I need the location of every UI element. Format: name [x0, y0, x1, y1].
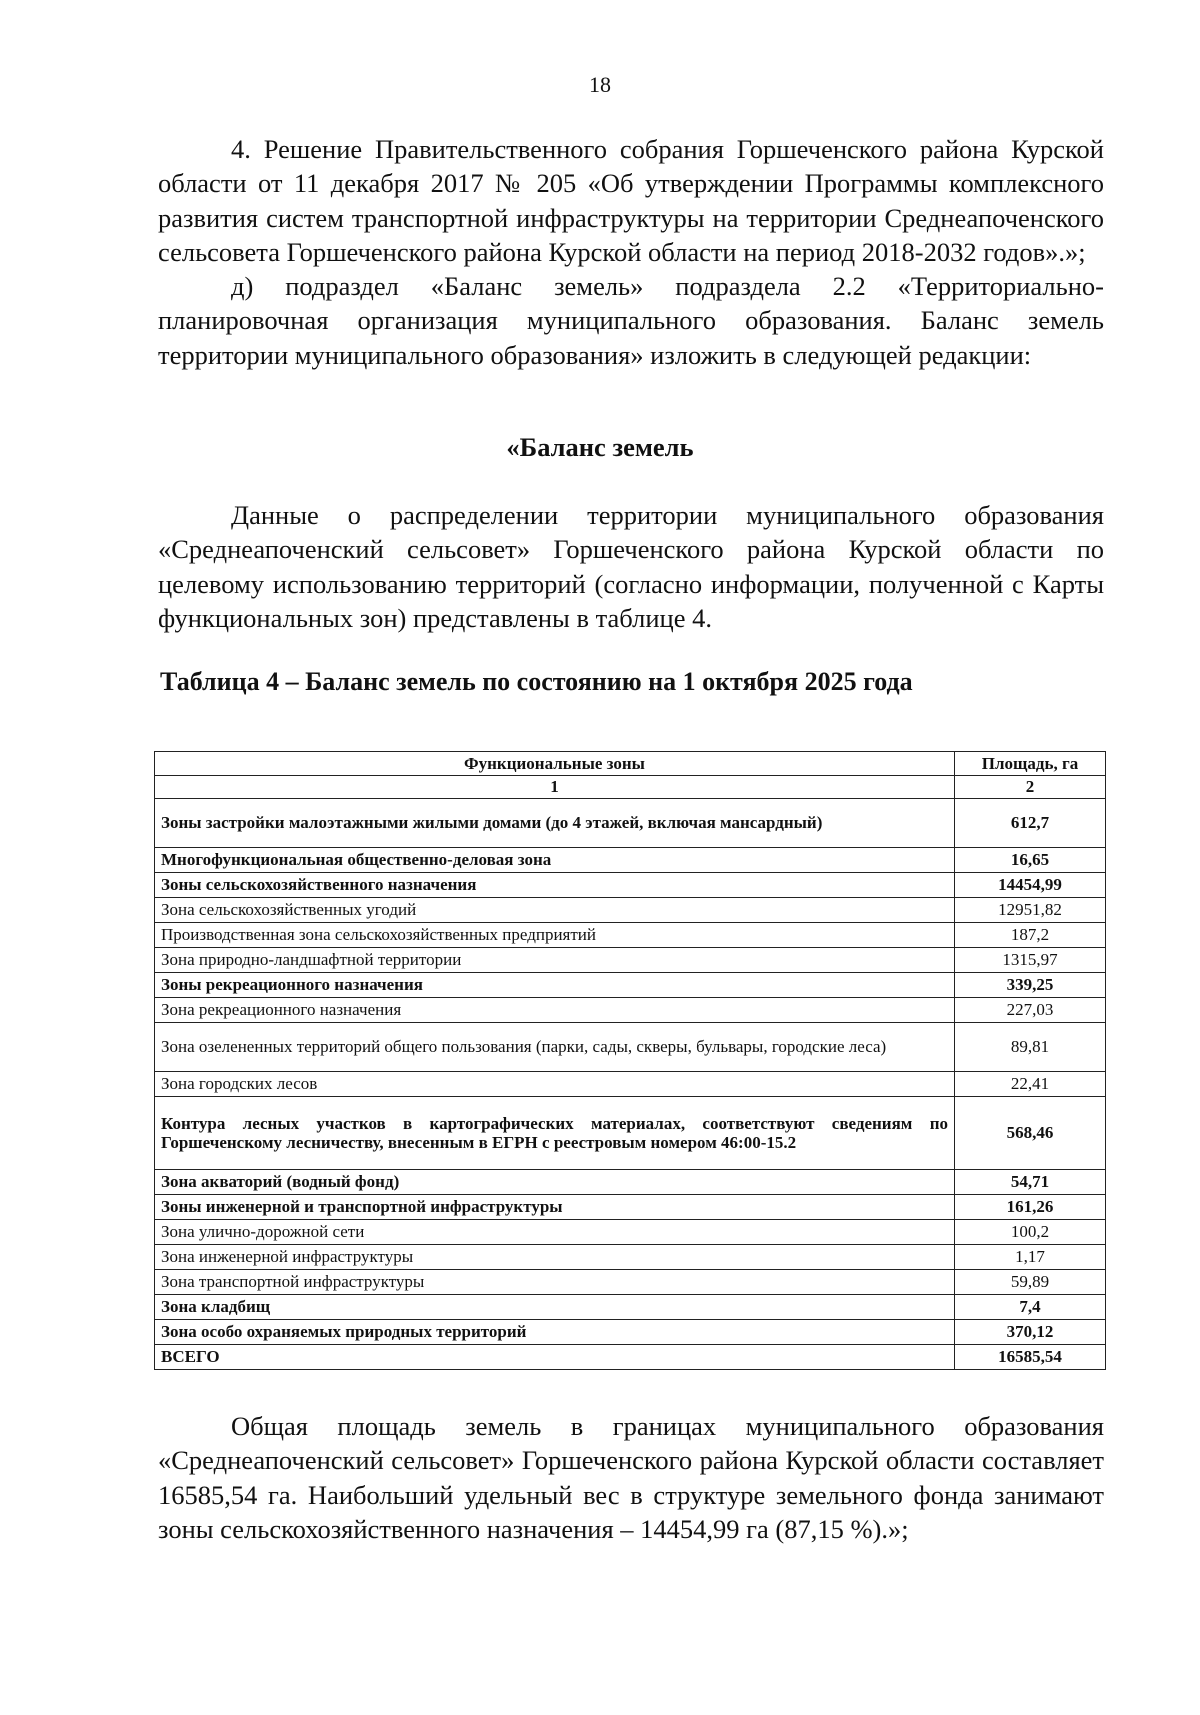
- area-cell: 1315,97: [955, 948, 1106, 973]
- total-label-cell: ВСЕГО: [155, 1345, 955, 1370]
- header-area: Площадь, га: [955, 752, 1106, 776]
- intro-paragraph: Данные о распределении территории муниципального образования «Среднеапоченский сельсовет» Горшеченского района Курской области по целевому использованию территорий (согласно информации, полученной с Карты функциональных зон) представлены в таблице 4.: [158, 500, 1104, 633]
- area-cell: 14454,99: [955, 873, 1106, 898]
- area-cell: 54,71: [955, 1170, 1106, 1195]
- area-cell: 612,7: [955, 799, 1106, 848]
- area-cell: 161,26: [955, 1195, 1106, 1220]
- table-row: [155, 1072, 1106, 1097]
- zone-cell: Зона особо охраняемых природных территорий: [155, 1320, 955, 1345]
- amendment-text: [158, 132, 1104, 372]
- column-number-row: [155, 776, 1106, 799]
- area-cell: 187,2: [955, 923, 1106, 948]
- area-cell: 12951,82: [955, 898, 1106, 923]
- area-cell: 568,46: [955, 1097, 1106, 1170]
- table-row: [155, 898, 1106, 923]
- area-cell: 370,12: [955, 1320, 1106, 1345]
- table-row: [155, 1270, 1106, 1295]
- area-cell: 59,89: [955, 1270, 1106, 1295]
- zone-cell: Зона сельскохозяйственных угодий: [155, 898, 955, 923]
- table-total-row: [155, 1345, 1106, 1370]
- table-row: [155, 1170, 1106, 1195]
- land-balance-table-wrapper: [154, 751, 1105, 1370]
- zone-cell: Зона транспортной инфраструктуры: [155, 1270, 955, 1295]
- table-row: [155, 998, 1106, 1023]
- area-cell: 339,25: [955, 973, 1106, 998]
- zone-cell: Зоны инженерной и транспортной инфраструктуры: [155, 1195, 955, 1220]
- zone-cell: Зоны застройки малоэтажными жилыми домами (до 4 этажей, включая мансардный): [155, 799, 955, 848]
- column-number: 1: [155, 776, 955, 799]
- table-row: [155, 799, 1106, 848]
- zone-cell: Зона кладбищ: [155, 1295, 955, 1320]
- table-row: [155, 973, 1106, 998]
- zone-cell: Многофункциональная общественно-деловая зона: [155, 848, 955, 873]
- zone-cell: Контура лесных участков в картографических материалах, соответствуют сведениям по Горшеченскому лесничеству, внесенным в ЕГРН с реестровым номером 46:00-15.2: [155, 1097, 955, 1170]
- table-row: [155, 1097, 1106, 1170]
- zone-cell: Зона рекреационного назначения: [155, 998, 955, 1023]
- area-cell: 22,41: [955, 1072, 1106, 1097]
- area-cell: 16,65: [955, 848, 1106, 873]
- table-row: [155, 848, 1106, 873]
- paragraph-item-d: д) подраздел «Баланс земель» подраздела 2.2 «Территориально-планировочная организация муниципального образования. Баланс земель территории муниципального образования» изложить в следующей редакции:: [158, 271, 1104, 370]
- table-row: [155, 1245, 1106, 1270]
- table-row: [155, 1195, 1106, 1220]
- table-row: [155, 1320, 1106, 1345]
- area-cell: 1,17: [955, 1245, 1106, 1270]
- closing-text: [158, 1409, 1104, 1546]
- paragraph-item-4: 4. Решение Правительственного собрания Горшеченского района Курской области от 11 декабря 2017 № 205 «Об утверждении Программы комплексного развития систем транспортной инфраструктуры на территории Среднеапоченского сельсовета Горшеченского района Курской области на период 2018-2032 годов».»;: [158, 134, 1104, 267]
- table-row: [155, 923, 1106, 948]
- closing-paragraph: Общая площадь земель в границах муниципального образования «Среднеапоченский сельсовет» Горшеченского района Курской области составляет 16585,54 га. Наибольший удельный вес в структуре земельного фонда занимают зоны сельскохозяйственного назначения – 14454,99 га (87,15 %).»;: [158, 1411, 1104, 1544]
- zone-cell: Зоны сельскохозяйственного назначения: [155, 873, 955, 898]
- zone-cell: Зоны рекреационного назначения: [155, 973, 955, 998]
- table-caption: Таблица 4 – Баланс земель по состоянию на 1 октября 2025 года: [160, 667, 913, 696]
- table-row: [155, 1220, 1106, 1245]
- zone-cell: Зона инженерной инфраструктуры: [155, 1245, 955, 1270]
- zone-cell: Зона городских лесов: [155, 1072, 955, 1097]
- table-row: [155, 948, 1106, 973]
- header-zones: Функциональные зоны: [155, 752, 955, 776]
- section-heading: «Баланс земель: [506, 432, 694, 462]
- land-balance-table: [154, 751, 1106, 1370]
- area-cell: 89,81: [955, 1023, 1106, 1072]
- zone-cell: Зона акваторий (водный фонд): [155, 1170, 955, 1195]
- column-number: 2: [955, 776, 1106, 799]
- table-row: [155, 1023, 1106, 1072]
- zone-cell: Зона природно-ландшафтной территории: [155, 948, 955, 973]
- zone-cell: Зона улично-дорожной сети: [155, 1220, 955, 1245]
- total-area-cell: 16585,54: [955, 1345, 1106, 1370]
- intro-text: [158, 498, 1104, 635]
- zone-cell: Зона озелененных территорий общего пользования (парки, сады, скверы, бульвары, городские леса): [155, 1023, 955, 1072]
- table-row: [155, 873, 1106, 898]
- table-header-row: [155, 752, 1106, 776]
- table-row: [155, 1295, 1106, 1320]
- area-cell: 227,03: [955, 998, 1106, 1023]
- area-cell: 7,4: [955, 1295, 1106, 1320]
- area-cell: 100,2: [955, 1220, 1106, 1245]
- page-number: 18: [589, 72, 611, 97]
- zone-cell: Производственная зона сельскохозяйственных предприятий: [155, 923, 955, 948]
